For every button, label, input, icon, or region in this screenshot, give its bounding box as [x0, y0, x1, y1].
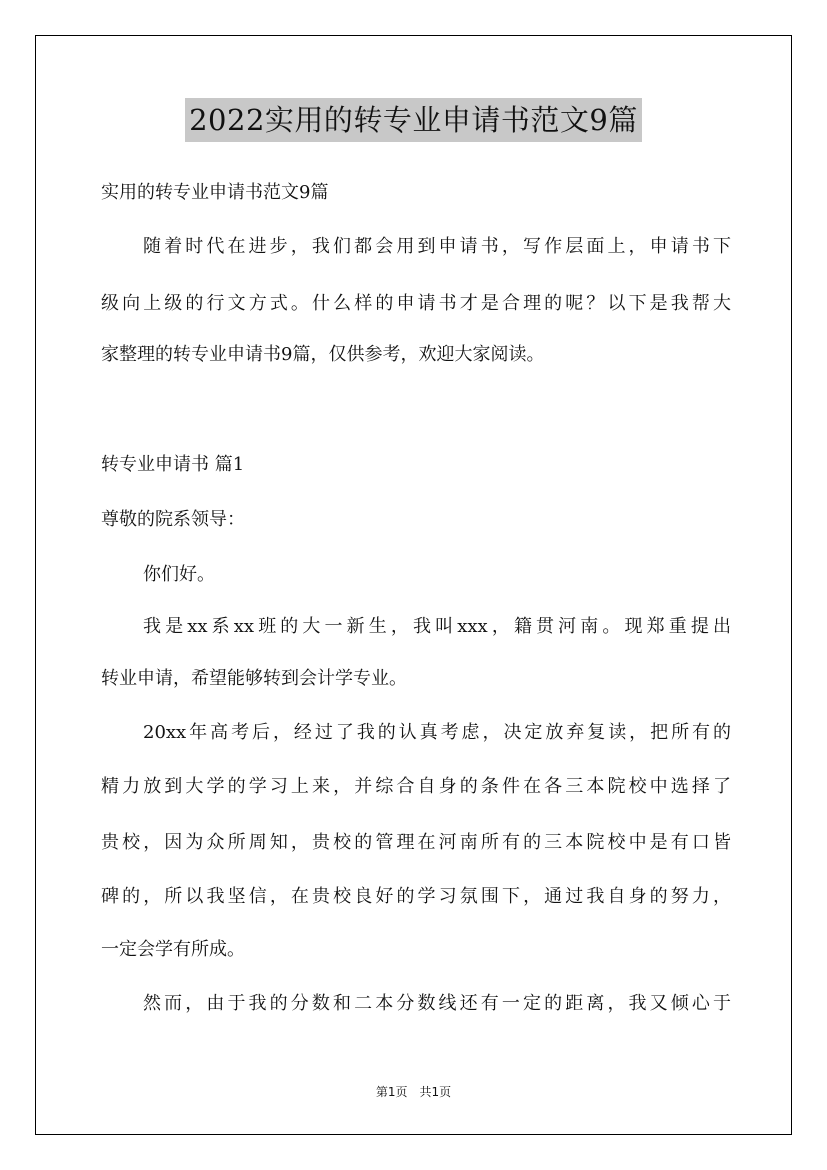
total-pages: 共1页: [419, 1085, 452, 1099]
body-paragraph-line: 碑的，所以我坚信，在贵校良好的学习氛围下，通过我自身的努力，: [101, 886, 731, 907]
greeting: 你们好。: [143, 564, 215, 585]
body-paragraph-line: 贵校，因为众所周知，贵校的管理在河南所有的三本院校中是有口皆: [101, 832, 731, 853]
intro-paragraph-line: 家整理的转专业申请书9篇，仅供参考，欢迎大家阅读。: [101, 344, 545, 365]
body-paragraph-line: 然而，由于我的分数和二本分数线还有一定的距离，我又倾心于: [143, 993, 731, 1014]
salutation: 尊敬的院系领导：: [101, 509, 245, 530]
body-paragraph-line: 一定会学有所成。: [101, 939, 245, 960]
body-paragraph-line: 20xx年高考后，经过了我的认真考虑，决定放弃复读，把所有的: [143, 722, 731, 743]
document-title: 2022实用的转专业申请书范文9篇: [185, 98, 642, 142]
section-heading: 转专业申请书 篇1: [101, 454, 245, 475]
page-number: 第1页: [375, 1085, 408, 1099]
body-paragraph-line: 转业申请，希望能够转到会计学专业。: [101, 668, 407, 689]
intro-paragraph-line: 随着时代在进步，我们都会用到申请书，写作层面上，申请书下: [143, 236, 731, 257]
page-footer: [0, 1084, 827, 1100]
title-container: [0, 98, 827, 142]
body-paragraph-line: 精力放到大学的学习上来，并综合自身的条件在各三本院校中选择了: [101, 776, 731, 797]
body-paragraph-line: 我是xx系xx班的大一新生，我叫xxx，籍贯河南。现郑重提出: [143, 616, 731, 637]
document-subtitle: 实用的转专业申请书范文9篇: [101, 182, 329, 203]
intro-paragraph-line: 级向上级的行文方式。什么样的申请书才是合理的呢？以下是我帮大: [101, 293, 731, 314]
